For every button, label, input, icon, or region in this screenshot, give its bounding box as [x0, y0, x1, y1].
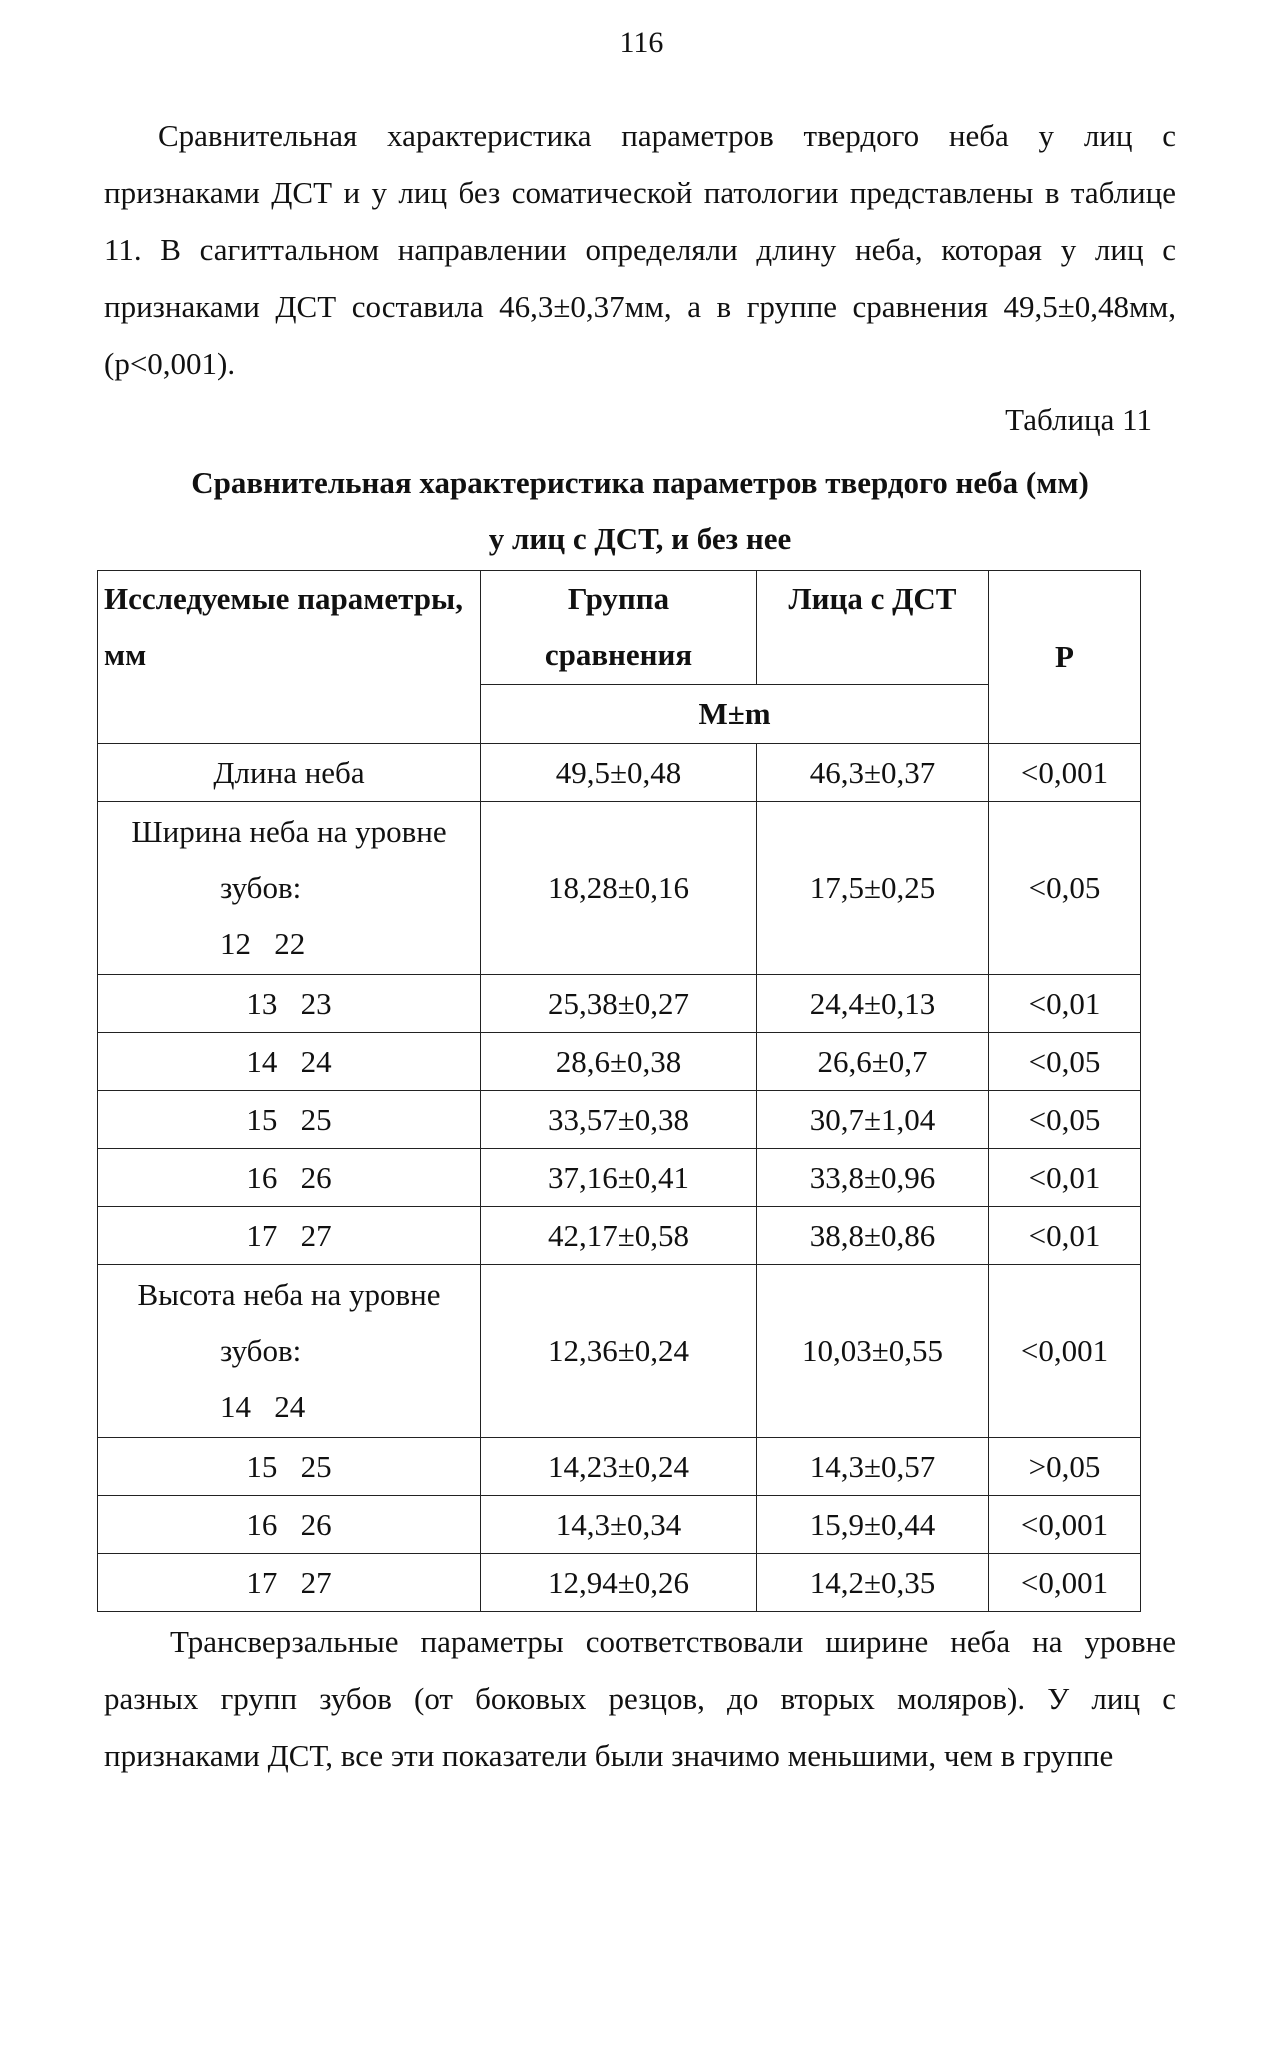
table-row	[98, 1554, 1141, 1612]
param-line: Длина неба	[213, 754, 365, 790]
header-comparison-line2: сравнения	[544, 637, 693, 672]
p-value-cell: <0,001	[989, 744, 1141, 802]
table-title-line2: у лиц с ДСТ, и без нее	[488, 521, 792, 556]
header-comparison-group	[481, 571, 757, 685]
param-line: 16 26	[246, 1506, 332, 1542]
comparison-value-cell: 14,23±0,24	[481, 1438, 757, 1496]
header-parameters	[98, 571, 481, 744]
dst-value-cell: 14,3±0,57	[757, 1438, 989, 1496]
table-body	[98, 571, 1141, 1612]
header-dst-group: Лица с ДСТ	[757, 571, 989, 685]
header-parameters-line2: мм	[104, 637, 147, 672]
param-cell	[98, 1091, 481, 1149]
closing-paragraph: Трансверзальные параметры соответствовали ширине неба на уровне разных групп зубов (от боковых резцов, до вторых моляров). У лиц с признаками ДСТ, все эти показатели были значимо меньшими, чем в группе	[104, 1624, 1176, 1773]
param-line: 16 26	[246, 1159, 332, 1195]
dst-value-cell: 10,03±0,55	[757, 1265, 989, 1438]
table-row	[98, 1033, 1141, 1091]
p-value-cell: <0,05	[989, 1033, 1141, 1091]
comparison-value-cell: 49,5±0,48	[481, 744, 757, 802]
comparison-value-cell: 18,28±0,16	[481, 802, 757, 975]
comparison-value-cell: 33,57±0,38	[481, 1091, 757, 1149]
intro-paragraph: Сравнительная характеристика параметров твердого неба у лиц с признаками ДСТ и у лиц без соматической патологии представлены в таблице 11. В сагиттальном направлении определяли длину неба, которая у лиц с признаками ДСТ составила 46,3±0,37мм, а в группе сравнения 49,5±0,48мм, (р<0,001).	[104, 118, 1176, 381]
param-line: 17 27	[246, 1217, 332, 1253]
p-value-cell: <0,001	[989, 1554, 1141, 1612]
dst-value-cell: 26,6±0,7	[757, 1033, 989, 1091]
comparison-value-cell: 28,6±0,38	[481, 1033, 757, 1091]
param-cell	[98, 802, 481, 975]
p-value-cell: <0,001	[989, 1496, 1141, 1554]
table-row	[98, 1149, 1141, 1207]
param-line: 12 22	[220, 926, 306, 961]
param-line: 14 24	[246, 1043, 332, 1079]
table-caption: Таблица 11	[1005, 402, 1152, 437]
param-line: 15 25	[246, 1101, 332, 1137]
header-parameters-line1: Исследуемые параметры,	[104, 581, 463, 616]
table-row	[98, 1265, 1141, 1438]
dst-value-cell: 14,2±0,35	[757, 1554, 989, 1612]
comparison-value-cell: 12,94±0,26	[481, 1554, 757, 1612]
p-value-cell: <0,001	[989, 1265, 1141, 1438]
table-row	[98, 744, 1141, 802]
param-line: зубов:	[220, 1333, 302, 1368]
param-cell	[98, 1033, 481, 1091]
table-title-line1: Сравнительная характеристика параметров твердого неба (мм)	[191, 465, 1089, 500]
page-number: 116	[619, 26, 664, 59]
comparison-value-cell: 42,17±0,58	[481, 1207, 757, 1265]
p-value-cell: <0,01	[989, 1149, 1141, 1207]
p-value-cell: <0,05	[989, 802, 1141, 975]
param-cell	[98, 1438, 481, 1496]
dst-value-cell: 17,5±0,25	[757, 802, 989, 975]
table-row	[98, 1207, 1141, 1265]
dst-value-cell: 15,9±0,44	[757, 1496, 989, 1554]
p-value-cell: <0,05	[989, 1091, 1141, 1149]
param-cell	[98, 1496, 481, 1554]
param-cell	[98, 744, 481, 802]
table-header-row	[98, 571, 1141, 685]
p-value-cell: >0,05	[989, 1438, 1141, 1496]
header-mean-error: M±m	[481, 685, 989, 744]
param-line: зубов:	[220, 870, 302, 905]
param-cell	[98, 975, 481, 1033]
table-row	[98, 975, 1141, 1033]
dst-value-cell: 46,3±0,37	[757, 744, 989, 802]
header-comparison-line1: Группа	[567, 581, 670, 616]
palate-parameters-table	[97, 570, 1141, 1612]
param-line: 14 24	[220, 1389, 306, 1424]
param-cell	[98, 1207, 481, 1265]
p-value-cell: <0,01	[989, 1207, 1141, 1265]
param-line: 15 25	[246, 1448, 332, 1484]
dst-value-cell: 24,4±0,13	[757, 975, 989, 1033]
param-cell	[98, 1265, 481, 1438]
dst-value-cell: 30,7±1,04	[757, 1091, 989, 1149]
param-cell	[98, 1149, 481, 1207]
comparison-value-cell: 25,38±0,27	[481, 975, 757, 1033]
table-row	[98, 1496, 1141, 1554]
comparison-value-cell: 12,36±0,24	[481, 1265, 757, 1438]
comparison-value-cell: 37,16±0,41	[481, 1149, 757, 1207]
comparison-value-cell: 14,3±0,34	[481, 1496, 757, 1554]
param-line: Ширина неба на уровне	[131, 814, 447, 849]
p-value-cell: <0,01	[989, 975, 1141, 1033]
param-cell	[98, 1554, 481, 1612]
param-line: 17 27	[246, 1564, 332, 1600]
table-row	[98, 1438, 1141, 1496]
dst-value-cell: 33,8±0,96	[757, 1149, 989, 1207]
header-p-value: P	[989, 571, 1141, 744]
table-row	[98, 802, 1141, 975]
dst-value-cell: 38,8±0,86	[757, 1207, 989, 1265]
param-line: Высота неба на уровне	[137, 1277, 441, 1312]
table-row	[98, 1091, 1141, 1149]
param-line: 13 23	[246, 985, 332, 1021]
